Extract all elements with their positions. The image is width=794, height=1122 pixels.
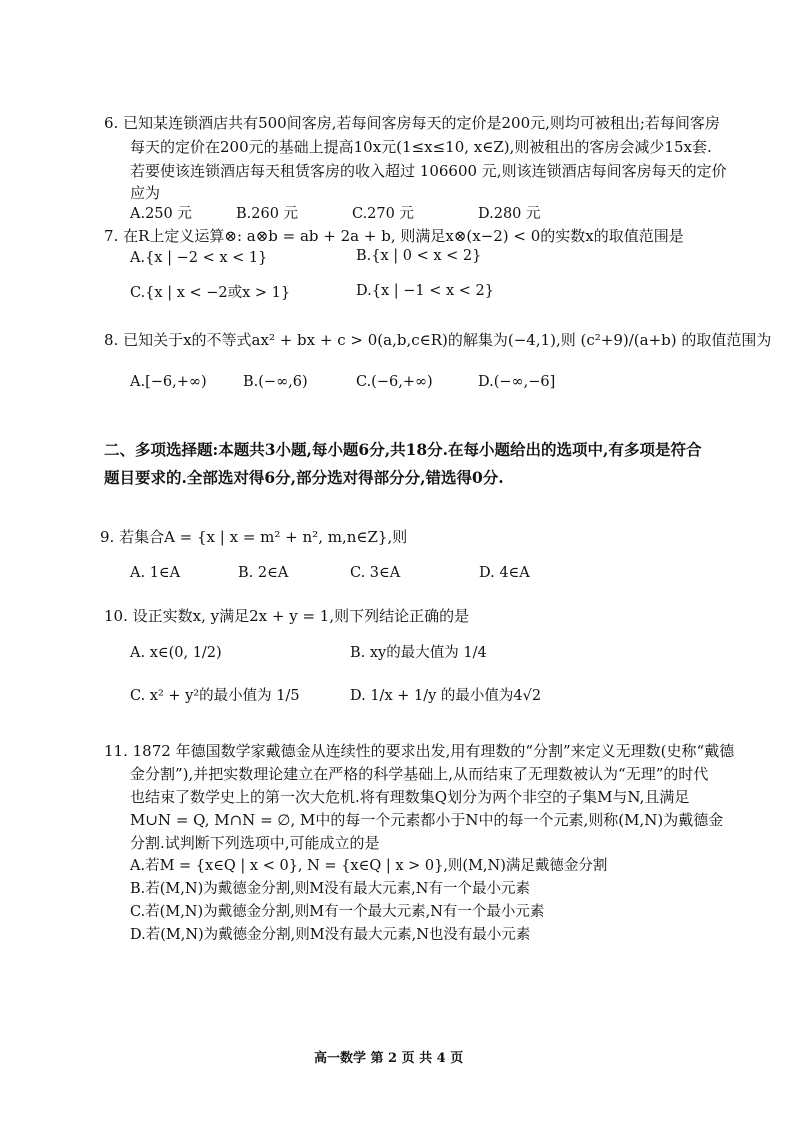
q6-line-1: 6. 已知某连锁酒店共有500间客房,若每间客房每天的定价是200元,则均可被租出;若每间客房	[104, 114, 720, 132]
q11-option-c: C.若(M,N)为戴德金分割,则M有一个最大元素,N有一个最小元素	[130, 904, 545, 920]
q7-stem: 7. 在R上定义运算⊗: a⊗b = ab + 2a + b, 则满足x⊗(x−2) < 0的实数x的取值范围是	[104, 227, 684, 245]
q11-line-5: 分割.试判断下列选项中,可能成立的是	[130, 834, 380, 852]
q11-option-d: D.若(M,N)为戴德金分割,则M没有最大元素,N也没有最小元素	[130, 927, 531, 943]
section-2-line-2: 题目要求的.全部选对得6分,部分选对得部分分,错选得0分.	[104, 468, 504, 487]
q6-option-a: A.250 元	[130, 206, 192, 222]
q9-option-c: C. 3∈A	[350, 565, 401, 581]
q8-option-c: C.(−6,+∞)	[356, 374, 433, 390]
q9-stem: 9. 若集合A = {x | x = m² + n², m,n∈Z},则	[100, 528, 408, 546]
q10-option-a: A. x∈(0, 1/2)	[130, 645, 222, 661]
q8-option-d: D.(−∞,−6]	[478, 374, 556, 390]
q6-option-d: D.280 元	[478, 206, 541, 222]
q11-line-3: 也结束了数学史上的第一次大危机.将有理数集Q划分为两个非空的子集M与N,且满足	[130, 788, 690, 806]
q7-option-a: A.{x | −2 < x < 1}	[130, 250, 268, 266]
q10-option-c: C. x² + y²的最小值为 1/5	[130, 688, 300, 704]
q8-stem: 8. 已知关于x的不等式ax² + bx + c > 0(a,b,c∈R)的解集为(−4,1),则 (c²+9)/(a+b) 的取值范围为	[104, 331, 772, 349]
q7-option-d: D.{x | −1 < x < 2}	[356, 283, 494, 299]
q9-option-d: D. 4∈A	[479, 565, 530, 581]
q11-line-4: M∪N = Q, M∩N = ∅, M中的每一个元素都小于N中的每一个元素,则称(M,N)为戴德金	[130, 811, 724, 829]
q7-option-b: B.{x | 0 < x < 2}	[356, 248, 482, 264]
q8-option-a: A.[−6,+∞)	[130, 374, 207, 390]
q6-option-b: B.260 元	[236, 206, 299, 222]
q10-option-d: D. 1/x + 1/y 的最小值为4√2	[350, 688, 542, 704]
q6-option-c: C.270 元	[352, 206, 414, 222]
q6-line-2: 每天的定价在200元的基础上提高10x元(1≤x≤10, x∈Z),则被租出的客房会减少15x套.	[130, 138, 712, 156]
section-2-line-1: 二、多项选择题:本题共3小题,每小题6分,共18分.在每小题给出的选项中,有多项是符合	[104, 440, 702, 459]
q11-option-b: B.若(M,N)为戴德金分割,则M没有最大元素,N有一个最小元素	[130, 881, 530, 897]
q11-line-2: 金分割”),并把实数理论建立在严格的科学基础上,从而结束了无理数被认为“无理”的时代	[130, 765, 709, 783]
q9-option-a: A. 1∈A	[130, 565, 181, 581]
page-footer: 高一数学 第 2 页 共 4 页	[314, 1051, 464, 1066]
q11-option-a: A.若M = {x∈Q | x < 0}, N = {x∈Q | x > 0},则(M,N)满足戴德金分割	[130, 858, 608, 874]
q7-option-c: C.{x | x < −2或x > 1}	[130, 285, 291, 301]
q8-option-b: B.(−∞,6)	[243, 374, 308, 390]
q11-line-1: 11. 1872 年德国数学家戴德金从连续性的要求出发,用有理数的“分割”来定义无理数(史称“戴德	[104, 742, 735, 760]
q10-option-b: B. xy的最大值为 1/4	[350, 645, 487, 661]
q6-line-4: 应为	[130, 184, 161, 202]
q9-option-b: B. 2∈A	[238, 565, 289, 581]
q6-line-3: 若要使该连锁酒店每天租赁客房的收入超过 106600 元,则该连锁酒店每间客房每天的定价	[130, 162, 727, 180]
q10-stem: 10. 设正实数x, y满足2x + y = 1,则下列结论正确的是	[104, 607, 470, 625]
